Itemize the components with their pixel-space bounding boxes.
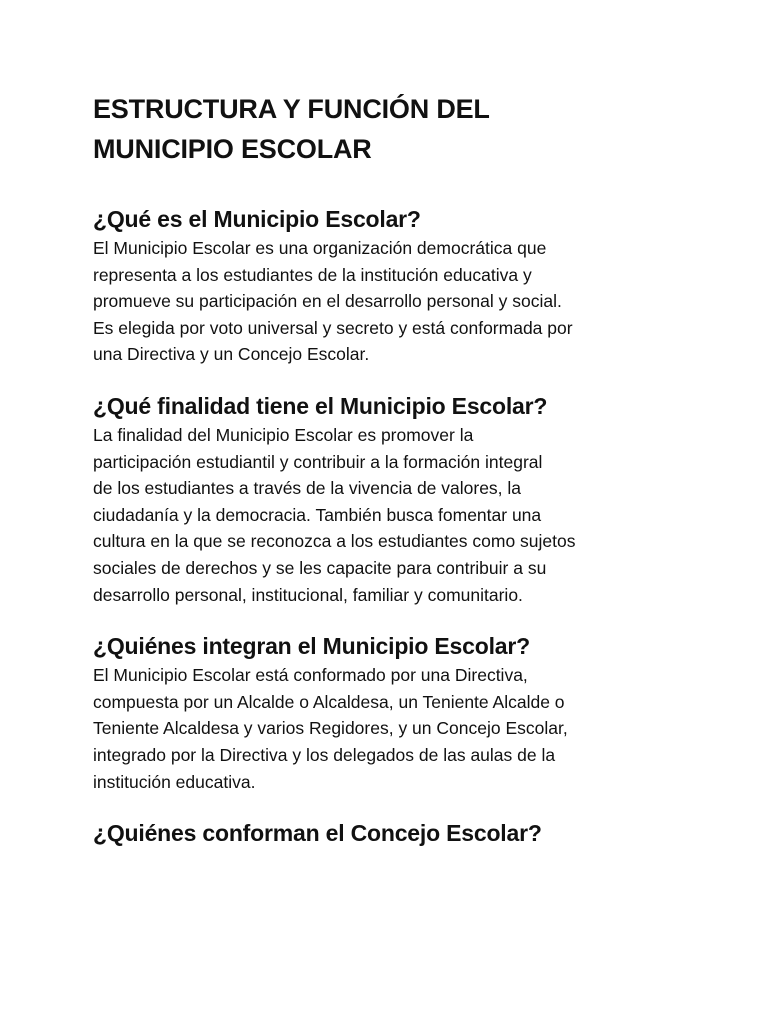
paragraph-line: El Municipio Escolar está conformado por una Directiva, [93,665,528,686]
paragraph-line: La finalidad del Municipio Escolar es promover la [93,424,474,445]
section-heading: ¿Quiénes integran el Municipio Escolar? [93,633,530,660]
document-page [93,89,693,871]
paragraph-line: representa a los estudiantes de la institución educativa y [93,264,532,285]
section-paragraph [93,235,693,368]
paragraph-line: una Directiva y un Concejo Escolar. [93,344,370,365]
paragraph-line: compuesta por un Alcalde o Alcaldesa, un Teniente Alcalde o [93,691,565,712]
paragraph-line: institución educativa. [93,771,256,792]
paragraph-line: Es elegida por voto universal y secreto y está conformada por [93,317,573,338]
paragraph-line: promueve su participación en el desarrollo personal y social. [93,291,562,312]
title-line: ESTRUCTURA Y FUNCIÓN DEL [93,94,490,124]
paragraph-line: desarrollo personal, institucional, familiar y comunitario. [93,584,523,605]
section-heading: ¿Qué es el Municipio Escolar? [93,206,421,232]
paragraph-line: El Municipio Escolar es una organización democrática que [93,238,547,258]
document-title [93,89,693,169]
paragraph-line: sociales de derechos y se les capacite para contribuir a su [93,557,547,578]
section-conforman [93,817,693,849]
section-paragraph [93,662,693,795]
paragraph-line: Teniente Alcaldesa y varios Regidores, y un Concejo Escolar, [93,718,568,739]
paragraph-line: de los estudiantes a través de la vivencia de valores, la [93,478,522,499]
section-paragraph [93,422,693,608]
section-heading: ¿Qué finalidad tiene el Municipio Escolar? [93,392,548,419]
section-heading: ¿Quiénes conforman el Concejo Escolar? [93,820,542,847]
paragraph-line: ciudadanía y la democracia. También busca fomentar una [93,504,542,525]
title-line: MUNICIPIO ESCOLAR [93,134,372,164]
paragraph-line: cultura en la que se reconozca a los estudiantes como sujetos [93,531,576,552]
paragraph-line: integrado por la Directiva y los delegados de las aulas de la [93,744,556,765]
section-que-es [93,203,693,368]
section-integran [93,630,693,795]
paragraph-line: participación estudiantil y contribuir a la formación integral [93,451,543,472]
section-finalidad [93,390,693,608]
